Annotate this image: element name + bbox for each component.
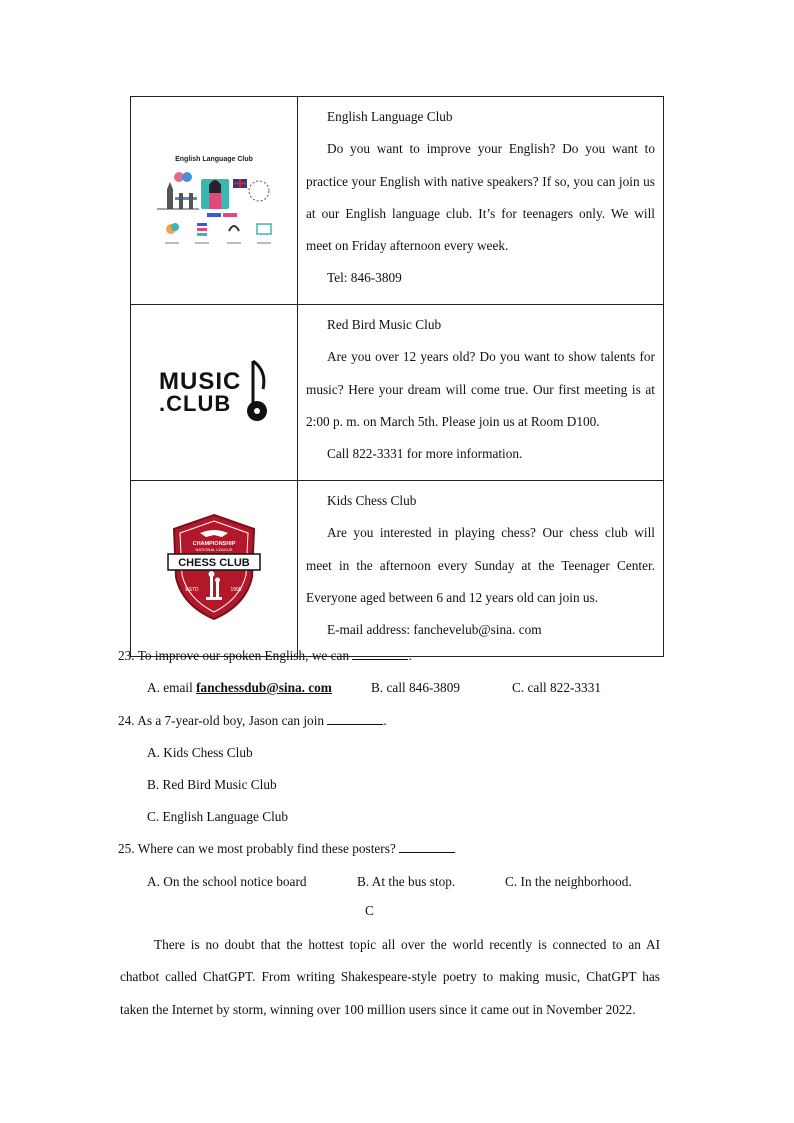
music-club-body: Are you over 12 years old? Do you want to show talents for music? Here your dream will come true. Our first meeting is at 2:00 p. m. on March 5th. Please join us at Room D100.	[306, 349, 655, 429]
option-a-email: fanchessdub@sina. com	[196, 680, 332, 695]
question-24-text: 24. As a 7-year-old boy, Jason can join	[118, 713, 325, 728]
music-club-logo-cell	[131, 305, 298, 481]
chess-club-contact: E-mail address: fanchevelub@sina. com	[327, 622, 542, 638]
globe-icon	[249, 181, 269, 201]
question-23-end: .	[408, 648, 412, 663]
chess-logo-line2: NATIONAL LEAGUE	[195, 546, 233, 552]
music-logo-line1: MUSIC	[159, 367, 242, 395]
question-23-option-b[interactable]: B. call 846-3809	[371, 680, 461, 695]
clubs-table	[130, 96, 664, 657]
chess-club-title: Kids Chess Club	[327, 493, 417, 508]
music-note-icon	[253, 361, 264, 403]
question-23-option-a[interactable]	[147, 678, 332, 698]
question-25-option-c[interactable]: C. In the neighborhood.	[505, 874, 632, 889]
teacher-icon	[201, 179, 229, 209]
learning-icons-row	[165, 223, 271, 244]
brain-icon	[174, 172, 192, 182]
club-row-english	[131, 97, 664, 305]
chess-club-body: Are you interested in playing chess? Our chess club will meet in the afternoon every Sunday at the Teenager Center. Everyone aged between 6 and 12 years old can join us.	[306, 525, 655, 605]
question-24-option-a[interactable]: A. Kids Chess Club	[147, 745, 253, 760]
question-24-option-c[interactable]: C. English Language Club	[147, 809, 289, 824]
question-24	[118, 711, 387, 731]
question-25-option-b[interactable]: B. At the bus stop.	[357, 874, 456, 889]
vinyl-icon	[247, 401, 267, 421]
chess-logo-year: 1995	[230, 586, 242, 593]
chess-logo-line3: CHESS CLUB	[178, 556, 250, 569]
chess-club-description	[298, 481, 664, 657]
english-logo-caption: English Language Club	[175, 155, 253, 163]
english-club-body: Do you want to improve your English? Do you want to practice your English with native speakers? If so, you can join us at our English language club. It’s for teenagers only. We will meet on Friday afternoon every week.	[306, 141, 655, 254]
option-a-label: A. email	[147, 680, 193, 695]
answer-blank	[399, 840, 455, 853]
english-club-contact: Tel: 846-3809	[327, 270, 402, 286]
music-club-logo	[149, 351, 279, 431]
english-club-title: English Language Club	[327, 109, 453, 124]
button-icon	[207, 213, 221, 217]
chess-club-logo-cell	[131, 481, 298, 657]
chess-club-logo	[166, 513, 262, 621]
question-23-text: 23. To improve our spoken English, we can	[118, 648, 350, 663]
chess-logo-line1: CHAMPIONSHIP	[192, 540, 236, 547]
music-club-title: Red Bird Music Club	[327, 317, 442, 332]
english-club-description	[298, 97, 664, 305]
english-club-logo-cell	[131, 97, 298, 305]
big-ben-icon	[157, 182, 199, 209]
answer-blank	[327, 712, 383, 725]
club-row-music	[131, 305, 664, 481]
section-heading: C	[365, 903, 374, 918]
question-25-text: 25. Where can we most probably find these posters?	[118, 841, 396, 856]
answer-blank	[352, 647, 408, 660]
uk-flag-icon	[233, 179, 247, 188]
english-club-logo	[149, 149, 279, 249]
question-24-option-b[interactable]: B. Red Bird Music Club	[147, 777, 277, 792]
question-23-option-c[interactable]: C. call 822-3331	[512, 680, 602, 695]
question-25-option-a[interactable]: A. On the school notice board	[147, 874, 307, 889]
chess-logo-est: ESTD	[185, 586, 199, 593]
club-row-chess	[131, 481, 664, 657]
reading-passage: There is no doubt that the hottest topic all over the world recently is connected to an AI chatbot called ChatGPT. From writing Shakespeare-style poetry to making music, ChatGPT has taken the Internet by storm, winning over 100 million users since it came out in November 2022.	[120, 937, 660, 1017]
button-icon	[223, 213, 237, 217]
question-23	[118, 646, 412, 666]
music-logo-line2: .CLUB	[159, 390, 232, 416]
music-club-description	[298, 305, 664, 481]
question-24-end: .	[383, 713, 387, 728]
music-club-contact: Call 822-3331 for more information.	[327, 446, 523, 462]
question-25	[118, 839, 455, 859]
